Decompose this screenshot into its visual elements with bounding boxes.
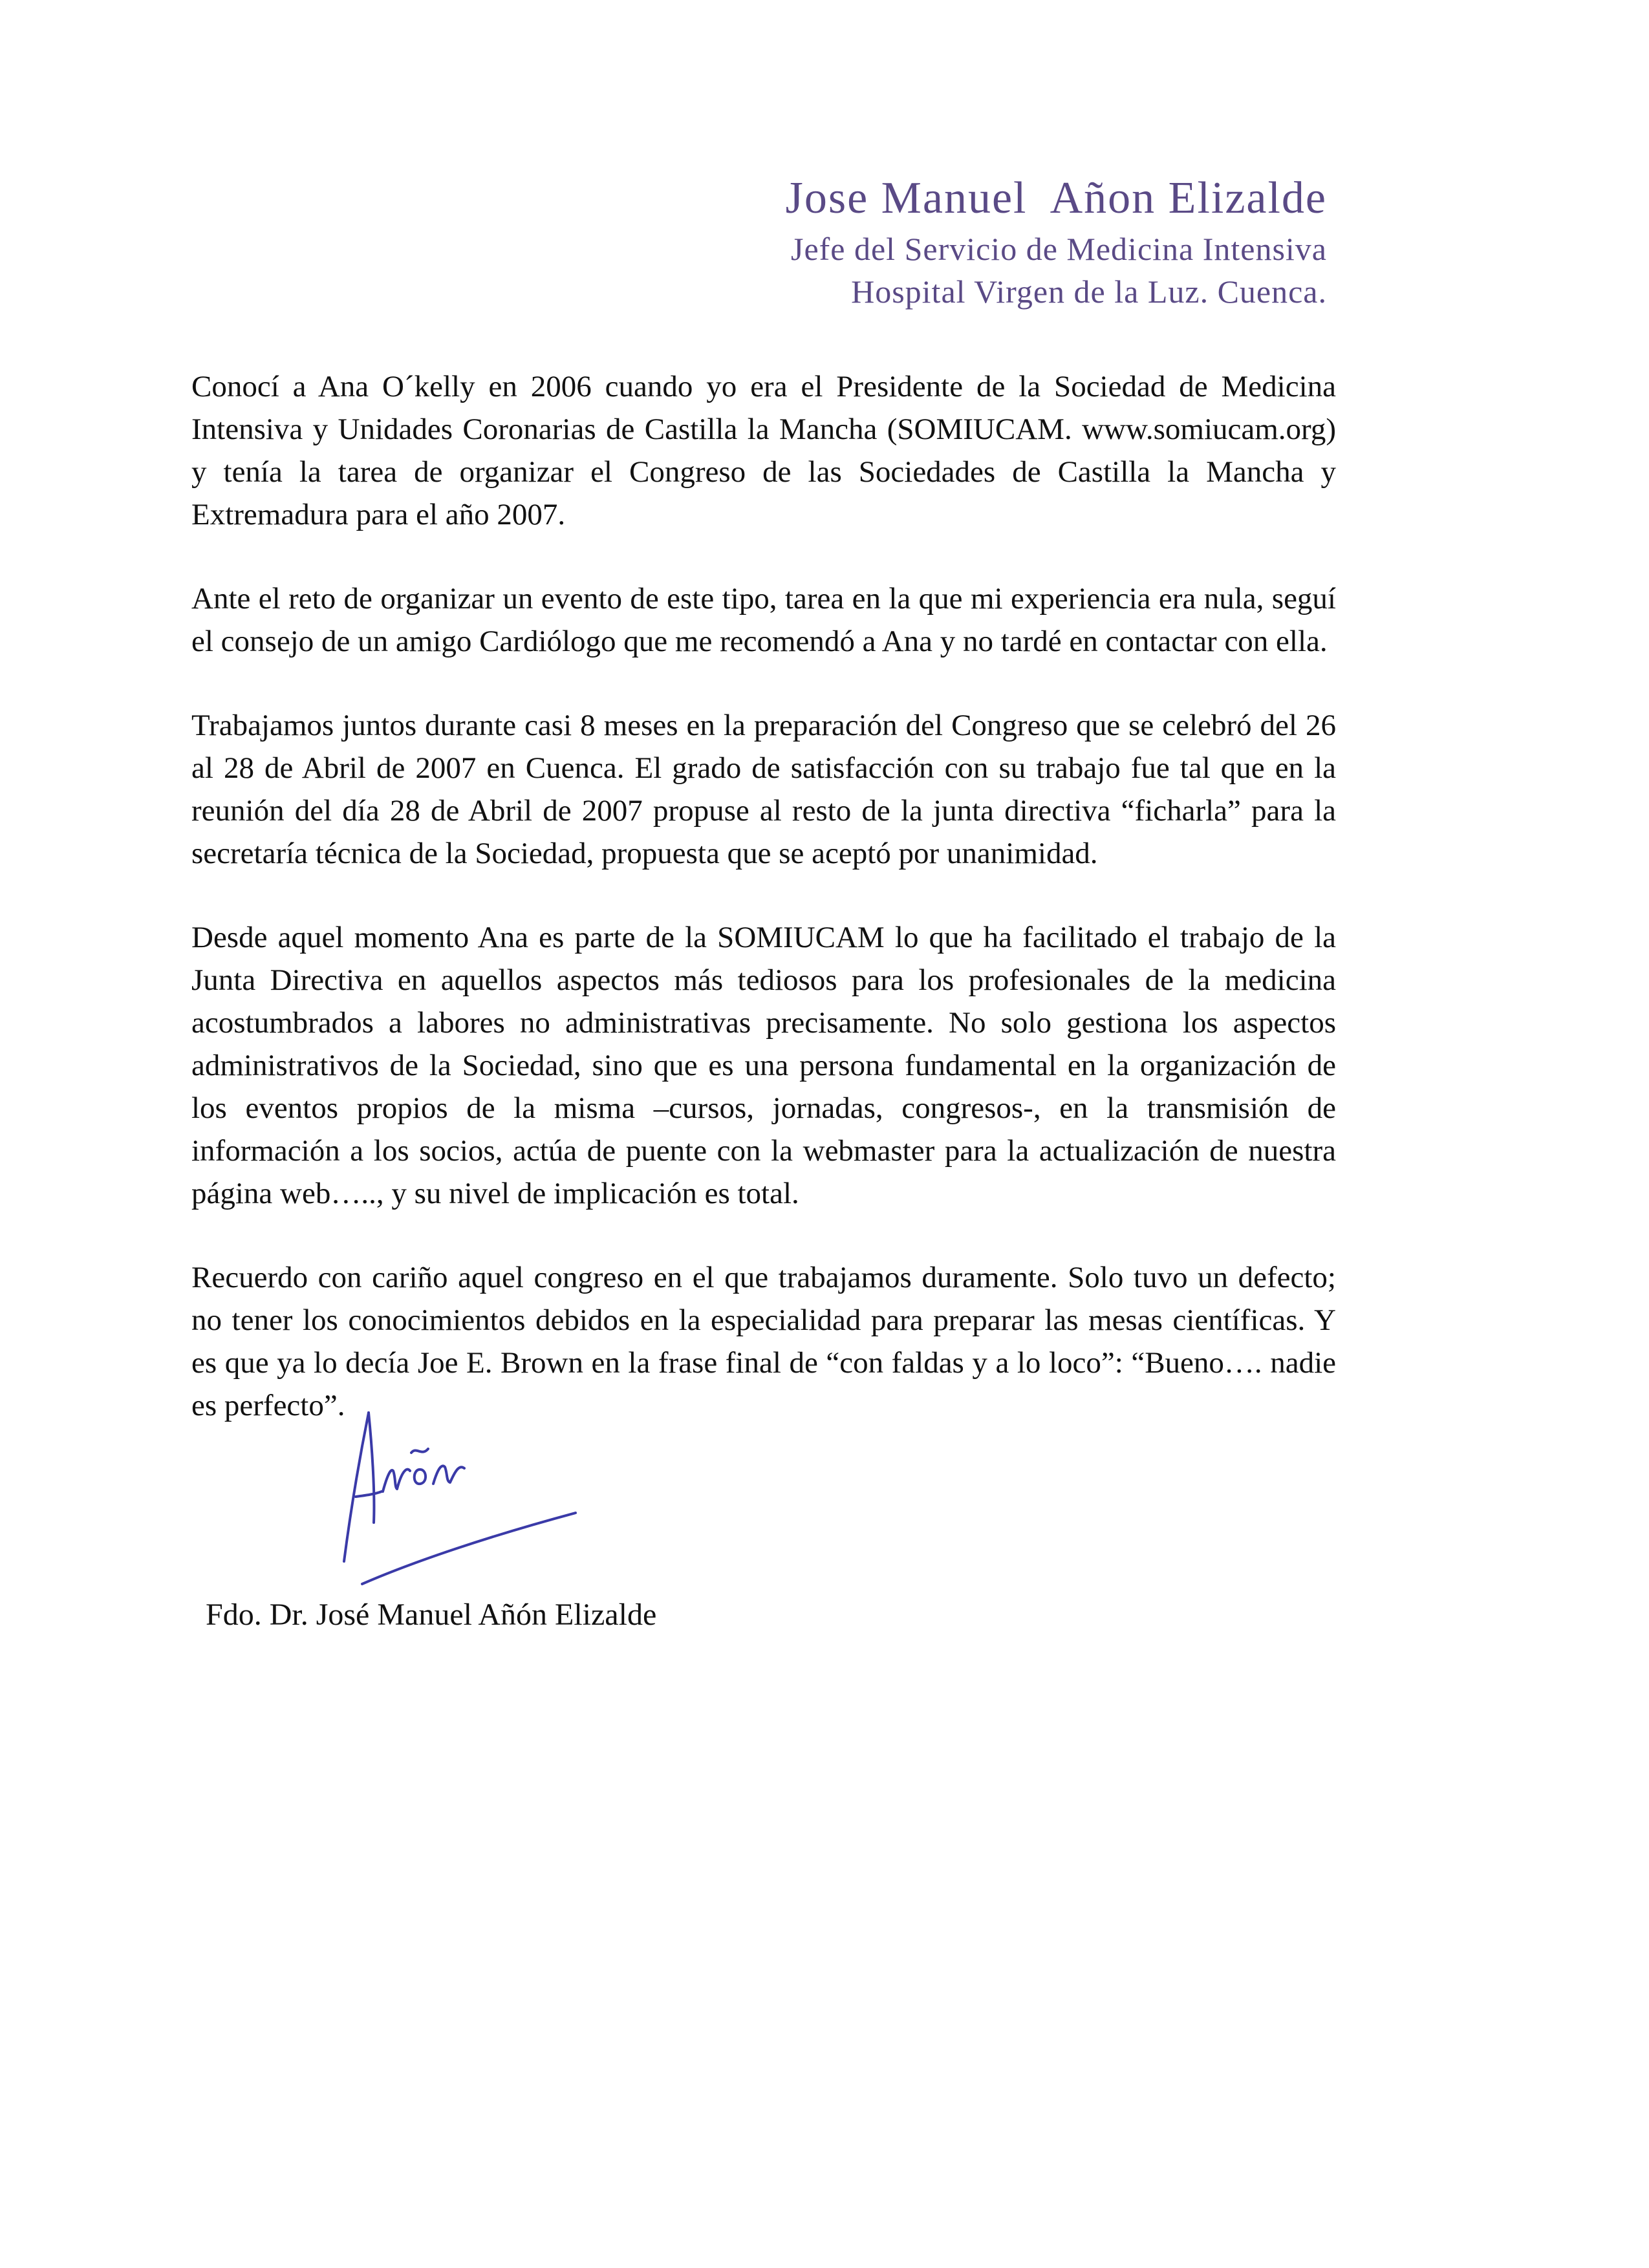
paragraph-2: Ante el reto de organizar un evento de este tipo, tarea en la que mi experiencia era nula, seguí el consejo de un amigo Cardiólogo que me recomendó a Ana y no tardé en contactar con ella. bbox=[191, 582, 1336, 658]
paragraph-1: Conocí a Ana O´kelly en 2006 cuando yo era el Presidente de la Sociedad de Medicina Intensiva y Unidades Coronarias de Castilla la Mancha (SOMIUCAM. www.somiucam.org) y tenía la tarea de organizar el Congreso de las Sociedades de Castilla la Mancha y Extremadura para el año 2007. bbox=[191, 370, 1336, 531]
letterhead bbox=[786, 169, 1327, 313]
letter-body bbox=[191, 365, 1336, 1468]
signatory-name: Fdo. Dr. José Manuel Añón Elizalde bbox=[206, 1598, 657, 1632]
letterhead-hospital: Hospital Virgen de la Luz. Cuenca. bbox=[851, 273, 1327, 310]
letterhead-name: Jose Manuel Añon Elizalde bbox=[785, 173, 1327, 223]
handwritten-signature bbox=[336, 1406, 582, 1600]
paragraph-4: Desde aquel momento Ana es parte de la SOMIUCAM lo que ha facilitado el trabajo de la Junta Directiva en aquellos aspectos más tediosos para los profesionales de la medicina acostumbrados a labores no administrativas precisamente. No solo gestiona los aspectos administrativos de la Sociedad, sino que es una persona fundamental en la organización de los eventos propios de la misma –cursos, jornadas, congresos-, en la transmisión de información a los socios, actúa de puente con la webmaster para la actualización de nuestra página web….., y su nivel de implicación es total. bbox=[191, 921, 1336, 1210]
paragraph-5: Recuerdo con cariño aquel congreso en el que trabajamos duramente. Solo tuvo un defecto; no tener los conocimientos debidos en la especialidad para preparar las mesas científicas. Y es que ya lo decía Joe E. Brown en la frase final de “con faldas y a lo loco”: “Bueno…. nadie es perfecto”. bbox=[191, 1261, 1336, 1422]
letterhead-position: Jefe del Servicio de Medicina Intensiva bbox=[791, 231, 1327, 267]
paragraph-3: Trabajamos juntos durante casi 8 meses en la preparación del Congreso que se celebró del 26 al 28 de Abril de 2007 en Cuenca. El grado de satisfacción con su trabajo fue tal que en la reunión del día 28 de Abril de 2007 propuse al resto de la junta directiva “ficharla” para la secretaría técnica de la Sociedad, propuesta que se aceptó por unanimidad. bbox=[191, 709, 1336, 870]
